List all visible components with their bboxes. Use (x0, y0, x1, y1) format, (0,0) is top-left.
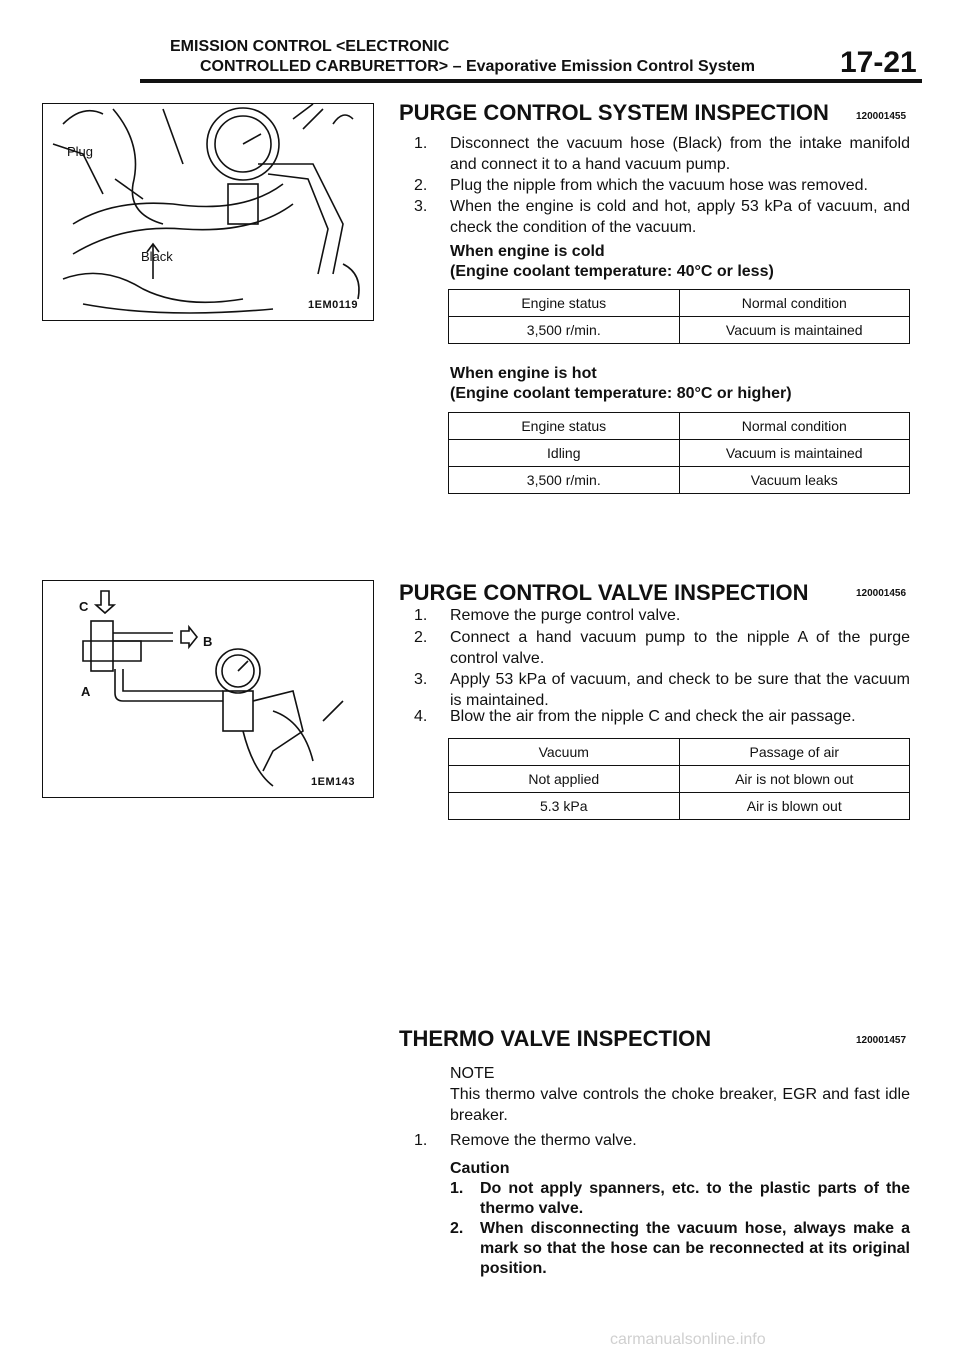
caution-text: Do not apply spanners, etc. to the plastic parts of the thermo valve. (480, 1180, 910, 1217)
section-title-purge-system: PURGE CONTROL SYSTEM INSPECTION (399, 100, 829, 125)
label-b: B (203, 634, 213, 649)
watermark: carmanualsonline.info (610, 1331, 766, 1348)
header-title-line1: EMISSION CONTROL <ELECTRONIC (170, 38, 450, 55)
cold-table (448, 289, 910, 344)
table-header: Normal condition (679, 413, 910, 440)
step-text: Remove the thermo valve. (450, 1132, 637, 1149)
plug-label: Plug (67, 144, 94, 159)
step-item (414, 133, 910, 175)
step-item (414, 1130, 910, 1151)
step-item (414, 196, 910, 238)
figure-vacuum-hose (42, 103, 374, 321)
step-number: 1. (414, 135, 428, 152)
label-c: C (79, 599, 89, 614)
black-label: Black (141, 249, 173, 264)
table-cell: Not applied (449, 766, 680, 793)
table-header: Passage of air (679, 739, 910, 766)
header-title-line2: CONTROLLED CARBURETTOR> – Evaporative Emission Control System (200, 58, 755, 75)
table-cell: Idling (449, 440, 680, 467)
purge-valve-table (448, 738, 910, 820)
section-code: 120001456 (856, 588, 907, 599)
table-cell: Vacuum is maintained (679, 317, 910, 344)
table-cell: 3,500 r/min. (449, 467, 680, 494)
step-number: 1. (414, 607, 428, 624)
caution-text: When disconnecting the vacuum hose, always make a mark so that the hose can be reconnected at its original position. (480, 1220, 910, 1277)
table-row (449, 793, 910, 820)
cold-subheading: (Engine coolant temperature: 40°C or less) (450, 263, 774, 280)
step-text: When the engine is cold and hot, apply 53 kPa of vacuum, and check the condition of the vacuum. (450, 198, 910, 236)
table-row (449, 766, 910, 793)
hot-subheading: (Engine coolant temperature: 80°C or higher) (450, 385, 792, 402)
table-header: Normal condition (679, 290, 910, 317)
note-label: NOTE (450, 1065, 495, 1082)
section-title-thermo-valve: THERMO VALVE INSPECTION (399, 1026, 712, 1051)
table-header-row (449, 290, 910, 317)
figure-id: 1EM143 (311, 776, 355, 788)
step-text: Apply 53 kPa of vacuum, and check to be sure that the vacuum is maintained. (450, 671, 910, 709)
page-number: 17-21 (840, 46, 917, 79)
caution-number: 1. (450, 1180, 464, 1197)
step-item (414, 669, 910, 711)
vacuum-hose-illustration (43, 104, 373, 320)
caution-item (450, 1219, 910, 1279)
step-number: 3. (414, 198, 428, 215)
step-number: 4. (414, 708, 428, 725)
section-code: 120001455 (856, 111, 907, 122)
step-text: Remove the purge control valve. (450, 607, 681, 624)
table-header: Vacuum (449, 739, 680, 766)
table-cell: 5.3 kPa (449, 793, 680, 820)
step-item (414, 605, 910, 626)
table-cell: Air is blown out (679, 793, 910, 820)
table-row (449, 467, 910, 494)
step-item (414, 175, 910, 196)
table-row (449, 440, 910, 467)
caution-number: 2. (450, 1220, 464, 1237)
table-cell: Vacuum is maintained (679, 440, 910, 467)
figure-id: 1EM0119 (308, 299, 358, 311)
section-title-purge-valve: PURGE CONTROL VALVE INSPECTION (399, 580, 809, 605)
step-number: 1. (414, 1132, 428, 1149)
hot-table (448, 412, 910, 494)
label-a: A (81, 684, 91, 699)
table-header: Engine status (449, 290, 680, 317)
figure-purge-valve (42, 580, 374, 798)
purge-valve-illustration (43, 581, 373, 797)
caution-label: Caution (450, 1160, 510, 1177)
step-number: 2. (414, 629, 428, 646)
step-text: Disconnect the vacuum hose (Black) from the intake manifold and connect it to a hand vacuum pump. (450, 135, 910, 173)
header-rule (140, 79, 922, 83)
step-text: Connect a hand vacuum pump to the nipple A of the purge control valve. (450, 629, 910, 667)
table-row (449, 317, 910, 344)
table-header: Engine status (449, 413, 680, 440)
cold-heading: When engine is cold (450, 243, 605, 260)
hot-heading: When engine is hot (450, 365, 597, 382)
step-number: 3. (414, 671, 428, 688)
table-cell: Air is not blown out (679, 766, 910, 793)
step-text: Blow the air from the nipple C and check the air passage. (450, 708, 856, 725)
table-header-row (449, 413, 910, 440)
step-text: Plug the nipple from which the vacuum hose was removed. (450, 177, 868, 194)
note-text: This thermo valve controls the choke breaker, EGR and fast idle breaker. (450, 1086, 910, 1124)
table-cell: Vacuum leaks (679, 467, 910, 494)
step-number: 2. (414, 177, 428, 194)
step-item (414, 627, 910, 669)
caution-item (450, 1179, 910, 1219)
section-code: 120001457 (856, 1035, 907, 1046)
step-item (414, 706, 910, 727)
table-header-row (449, 739, 910, 766)
table-cell: 3,500 r/min. (449, 317, 680, 344)
